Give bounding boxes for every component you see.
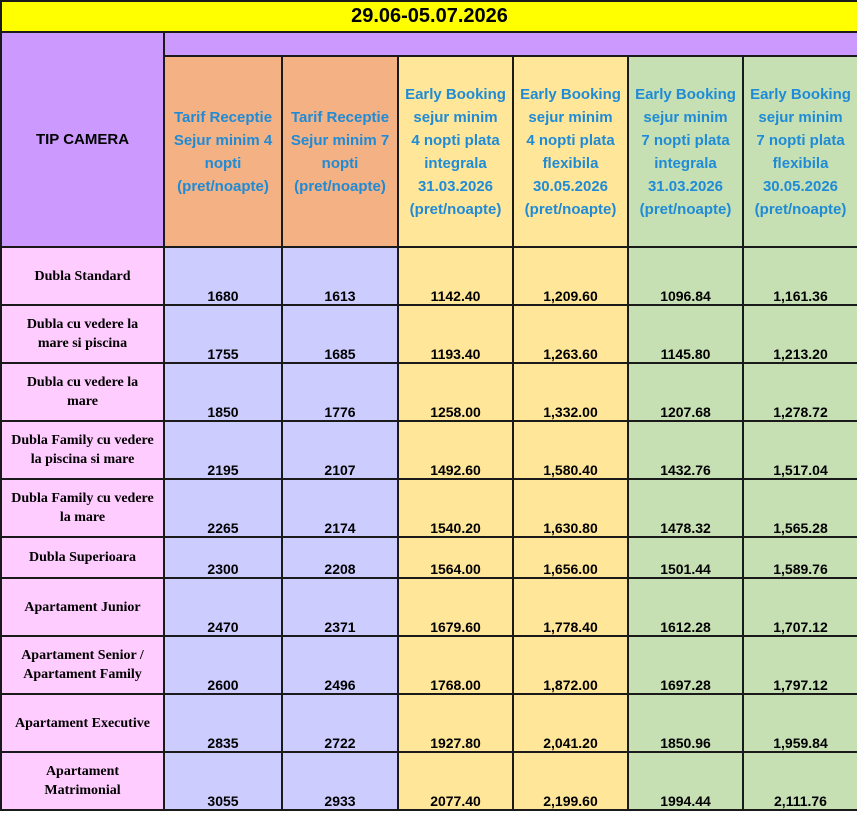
col-header-early-4-integrala	[398, 56, 513, 247]
price-cell: 1492.60	[398, 421, 513, 479]
col-header-reception-7	[282, 56, 398, 247]
price-cell: 1,209.60	[513, 247, 628, 305]
col-header-line: Early Booking	[635, 85, 736, 103]
price-cell: 1,589.76	[743, 537, 857, 578]
col-header-early-7-flexibila	[743, 56, 857, 247]
col-header-line: (pret/noapte)	[294, 177, 386, 195]
price-cell: 2300	[164, 537, 282, 578]
table-row	[1, 363, 857, 421]
col-header-line: flexibila	[542, 154, 599, 172]
price-cell: 1850	[164, 363, 282, 421]
price-cell: 1207.68	[628, 363, 743, 421]
header-band	[164, 32, 857, 56]
col-header-line: sejur minim	[528, 108, 613, 126]
col-header-early-7-integrala	[628, 56, 743, 247]
price-cell: 1501.44	[628, 537, 743, 578]
price-cell: 1697.28	[628, 636, 743, 694]
col-header-line: sejur minim	[758, 108, 843, 126]
col-header-line: integrala	[654, 154, 717, 172]
period-title: 29.06-05.07.2026	[1, 1, 857, 32]
price-cell: 1,565.28	[743, 479, 857, 537]
col-header-line: Sejur minim 4	[173, 131, 273, 149]
col-header-line: 4 nopti plata	[526, 131, 615, 149]
price-cell: 2,041.20	[513, 694, 628, 752]
room-name-line: Apartament Senior /	[21, 648, 144, 663]
col-header-line: 30.05.2026	[532, 177, 609, 195]
col-header-line: sejur minim	[643, 108, 728, 126]
table-row	[1, 247, 857, 305]
room-name-cell	[1, 479, 164, 537]
room-name-line: Apartament Family	[23, 667, 142, 682]
room-name-cell	[1, 752, 164, 810]
col-header-line: (pret/noapte)	[754, 200, 847, 218]
col-header-line: Early Booking	[520, 85, 621, 103]
col-header-line: 4 nopti plata	[411, 131, 500, 149]
room-name-cell	[1, 421, 164, 479]
price-cell: 1612.28	[628, 578, 743, 636]
room-name-line: Dubla Family cu vedere	[11, 491, 154, 506]
price-cell: 1,213.20	[743, 305, 857, 363]
price-cell: 1685	[282, 305, 398, 363]
col-header-reception-4	[164, 56, 282, 247]
price-cell: 1,517.04	[743, 421, 857, 479]
room-name-line: la piscina si mare	[30, 452, 135, 467]
room-name-line: Apartament Executive	[15, 715, 150, 731]
price-cell: 2371	[282, 578, 398, 636]
table-row	[1, 752, 857, 810]
price-cell: 1,161.36	[743, 247, 857, 305]
price-cell: 1613	[282, 247, 398, 305]
room-name-line: Dubla cu vedere la	[26, 375, 139, 390]
price-cell: 2077.40	[398, 752, 513, 810]
price-cell: 1,707.12	[743, 578, 857, 636]
col-header-line: sejur minim	[413, 108, 498, 126]
col-header-line: 30.05.2026	[762, 177, 839, 195]
col-header-line: Early Booking	[405, 85, 506, 103]
room-name-line: la mare	[59, 510, 106, 525]
price-cell: 2107	[282, 421, 398, 479]
room-name-line: mare si piscina	[37, 336, 128, 351]
col-header-line: Sejur minim 7	[290, 131, 390, 149]
price-cell: 1145.80	[628, 305, 743, 363]
price-cell: 2470	[164, 578, 282, 636]
price-cell: 2835	[164, 694, 282, 752]
price-cell: 2,111.76	[743, 752, 857, 810]
price-cell: 1994.44	[628, 752, 743, 810]
price-cell: 2600	[164, 636, 282, 694]
price-cell: 2208	[282, 537, 398, 578]
room-name-cell	[1, 247, 164, 305]
room-name-line: Apartament	[45, 764, 120, 779]
price-cell: 2265	[164, 479, 282, 537]
col-header-line: Tarif Receptie	[290, 108, 390, 126]
col-header-line: 7 nopti plata	[641, 131, 730, 149]
col-header-line: (pret/noapte)	[409, 200, 502, 218]
room-name-cell	[1, 636, 164, 694]
col-header-line: flexibila	[772, 154, 829, 172]
col-header-line: integrala	[424, 154, 487, 172]
price-cell: 2174	[282, 479, 398, 537]
col-header-early-4-flexibila	[513, 56, 628, 247]
price-cell: 1478.32	[628, 479, 743, 537]
table-row	[1, 421, 857, 479]
price-cell: 1776	[282, 363, 398, 421]
col-header-line: nopti	[321, 154, 359, 172]
price-cell: 1927.80	[398, 694, 513, 752]
table-row	[1, 537, 857, 578]
price-cell: 1193.40	[398, 305, 513, 363]
price-cell: 1540.20	[398, 479, 513, 537]
table-row	[1, 578, 857, 636]
price-cell: 1,778.40	[513, 578, 628, 636]
room-name-line: Dubla Family cu vedere	[11, 433, 154, 448]
price-cell: 2,199.60	[513, 752, 628, 810]
col-header-line: 7 nopti plata	[756, 131, 845, 149]
col-header-line: nopti	[204, 154, 242, 172]
price-cell: 1564.00	[398, 537, 513, 578]
price-cell: 1258.00	[398, 363, 513, 421]
col-header-line: Tarif Receptie	[173, 108, 273, 126]
col-header-line: 31.03.2026	[417, 177, 494, 195]
price-cell: 1850.96	[628, 694, 743, 752]
room-name-line: Apartament Junior	[24, 599, 141, 615]
price-cell: 1,332.00	[513, 363, 628, 421]
table-row	[1, 305, 857, 363]
price-cell: 1096.84	[628, 247, 743, 305]
col-header-line: 31.03.2026	[647, 177, 724, 195]
price-cell: 1,872.00	[513, 636, 628, 694]
price-cell: 1,580.40	[513, 421, 628, 479]
room-name-cell	[1, 578, 164, 636]
room-name-line: Dubla cu vedere la	[26, 317, 139, 332]
room-name-line: Dubla Superioara	[29, 550, 136, 565]
price-cell: 2195	[164, 421, 282, 479]
price-cell: 1,959.84	[743, 694, 857, 752]
price-cell: 2722	[282, 694, 398, 752]
price-cell: 1,630.80	[513, 479, 628, 537]
price-cell: 1,656.00	[513, 537, 628, 578]
price-cell: 1755	[164, 305, 282, 363]
price-cell: 1,797.12	[743, 636, 857, 694]
col-header-line: (pret/noapte)	[177, 177, 269, 195]
price-cell: 2933	[282, 752, 398, 810]
room-type-header: TIP CAMERA	[1, 32, 164, 247]
price-cell: 1142.40	[398, 247, 513, 305]
table-row	[1, 479, 857, 537]
price-cell: 1432.76	[628, 421, 743, 479]
price-cell: 1679.60	[398, 578, 513, 636]
price-cell: 3055	[164, 752, 282, 810]
col-header-line: (pret/noapte)	[639, 200, 732, 218]
col-header-line: (pret/noapte)	[524, 200, 617, 218]
price-cell: 1768.00	[398, 636, 513, 694]
room-name-cell	[1, 694, 164, 752]
room-name-line: mare	[67, 394, 98, 409]
price-cell: 1,263.60	[513, 305, 628, 363]
table-row	[1, 694, 857, 752]
table-row	[1, 636, 857, 694]
price-cell: 2496	[282, 636, 398, 694]
room-name-line: Dubla Standard	[34, 268, 131, 284]
col-header-line: Early Booking	[750, 85, 851, 103]
room-name-line: Matrimonial	[44, 783, 121, 798]
room-name-cell	[1, 363, 164, 421]
price-cell: 1,278.72	[743, 363, 857, 421]
room-name-cell	[1, 305, 164, 363]
room-name-cell	[1, 537, 164, 578]
price-cell: 1680	[164, 247, 282, 305]
